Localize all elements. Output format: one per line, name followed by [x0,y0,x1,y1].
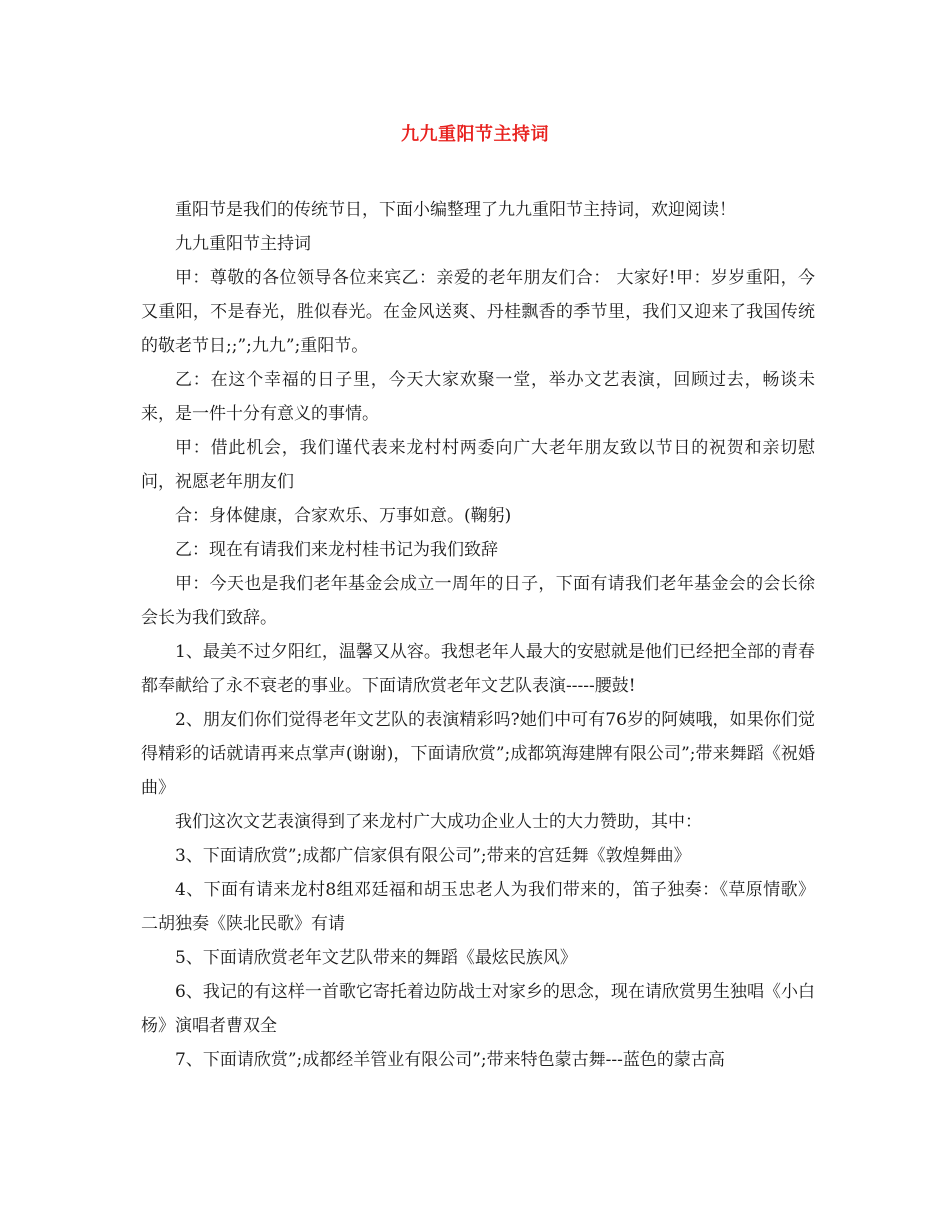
paragraph: 合：身体健康，合家欢乐、万事如意。(鞠躬) [175,506,512,526]
paragraph: 乙：在这个幸福的日子里，今天大家欢聚一堂，举办文艺表演，回顾过去，畅谈未来，是一件十分有意义的事情。 [141,370,815,424]
paragraph: 甲：今天也是我们老年基金会成立一周年的日子，下面有请我们老年基金会的会长徐会长为我们致辞。 [141,574,815,628]
paragraph-intro: 重阳节是我们的传统节日，下面小编整理了九九重阳节主持词，欢迎阅读！ [175,200,736,220]
program-item: 2、朋友们你们觉得老年文艺队的表演精彩吗?她们中可有76岁的阿姨哦，如果你们觉得精彩的话就请再来点掌声(谢谢)，下面请欣赏”;成都筑海建牌有限公司”;带来舞蹈《祝婚曲》 [141,710,815,798]
document-title: 九九重阳节主持词 [401,124,549,145]
paragraph: 我们这次文艺表演得到了来龙村广大成功企业人士的大力赞助，其中： [175,812,702,832]
paragraph: 乙：现在有请我们来龙村桂书记为我们致辞 [175,540,498,560]
paragraph: 甲：借此机会，我们谨代表来龙村村两委向广大老年朋友致以节日的祝贺和亲切慰问，祝愿老年朋友们 [141,438,815,492]
program-item: 5、下面请欣赏老年文艺队带来的舞蹈《最炫民族风》 [175,948,577,968]
paragraph: 甲：尊敬的各位领导各位来宾乙：亲爱的老年朋友们合： 大家好!甲：岁岁重阳，今又重阳，不是春光，胜似春光。在金风送爽、丹桂飘香的季节里，我们又迎来了我国传统的敬老节日;;”;九九”;重阳节。 [141,268,815,356]
document-body [141,193,815,1077]
paragraph-subtitle: 九九重阳节主持词 [175,234,311,254]
program-item: 1、最美不过夕阳红，温馨又从容。我想老年人最大的安慰就是他们已经把全部的青春都奉献给了永不衰老的事业。下面请欣赏老年文艺队表演-----腰鼓! [141,642,815,696]
program-item: 4、下面有请来龙村8组邓廷福和胡玉忠老人为我们带来的，笛子独奏：《草原情歌》二胡独奏《陕北民歌》有请 [141,880,815,934]
program-item: 7、下面请欣赏”;成都经羊管业有限公司”;带来特色蒙古舞---蓝色的蒙古高 [175,1050,725,1070]
program-item: 6、我记的有这样一首歌它寄托着边防战士对家乡的思念，现在请欣赏男生独唱《小白杨》演唱者曹双全 [141,982,815,1036]
program-item: 3、下面请欣赏”;成都广信家俱有限公司”;带来的宫廷舞《敦煌舞曲》 [175,846,691,866]
